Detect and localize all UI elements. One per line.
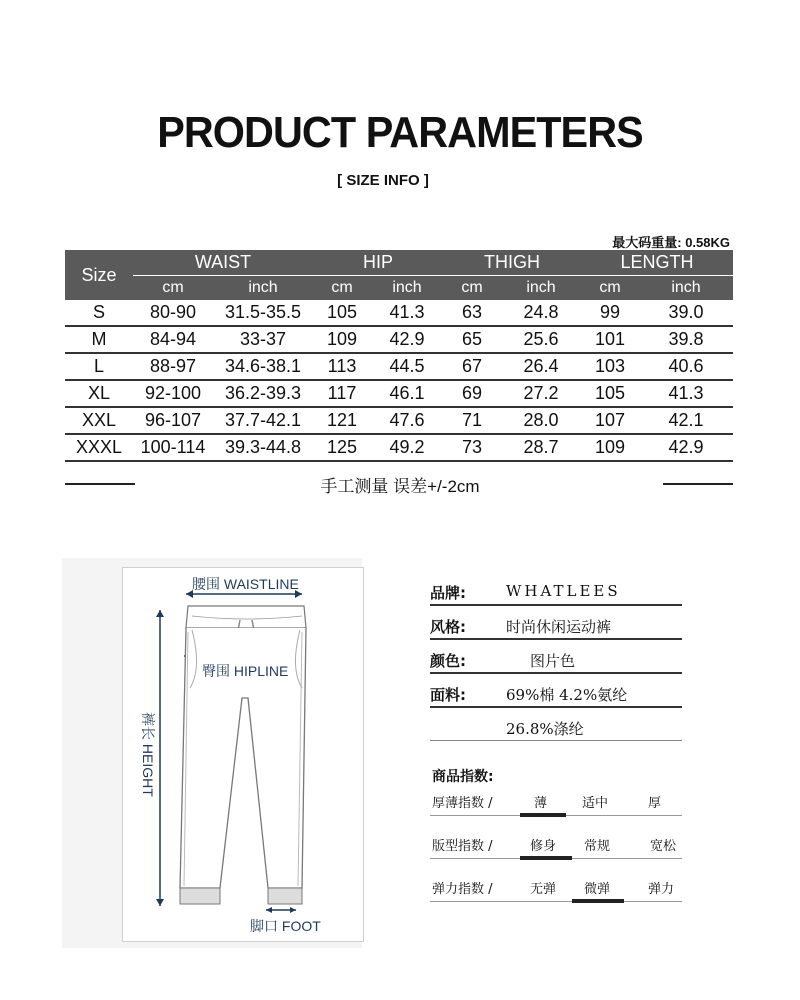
fit-option: 常规	[584, 839, 611, 854]
info-row-color	[430, 646, 682, 674]
fit-option: 宽松	[650, 839, 677, 854]
elasticity-option: 弹力	[648, 882, 675, 897]
unit-header: inch	[501, 276, 581, 301]
size-value-cell: 46.1	[371, 380, 443, 407]
hipline-label: 臀围 HIPLINE	[202, 663, 289, 679]
page-title: PRODUCT PARAMETERS	[157, 108, 643, 157]
note-divider-right	[663, 483, 733, 485]
style-value: 时尚休闲运动裤	[506, 618, 612, 636]
index-row-thickness	[430, 786, 682, 816]
size-value-cell: 33-37	[213, 326, 313, 353]
size-value-cell: 25.6	[501, 326, 581, 353]
size-value-cell: 39.0	[639, 300, 733, 326]
brand-value: WHATLEES	[506, 582, 621, 600]
indices-title: 商品指数:	[432, 769, 494, 785]
unit-header: cm	[313, 276, 371, 301]
info-row-brand	[430, 578, 682, 606]
size-row	[65, 434, 733, 461]
thickness-label: 厚薄指数 /	[432, 796, 493, 811]
size-row	[65, 407, 733, 434]
group-header-length: LENGTH	[581, 250, 733, 276]
max-weight-note: 最大码重量: 0.58KG	[612, 235, 730, 250]
measurement-note: 手工测量 误差+/-2cm	[320, 477, 480, 496]
size-row	[65, 300, 733, 326]
size-name-cell: M	[65, 326, 133, 353]
size-value-cell: 113	[313, 353, 371, 380]
size-value-cell: 31.5-35.5	[213, 300, 313, 326]
size-value-cell: 42.9	[371, 326, 443, 353]
size-column-header: Size	[65, 250, 133, 300]
size-value-cell: 105	[581, 380, 639, 407]
size-value-cell: 100-114	[133, 434, 213, 461]
size-value-cell: 37.7-42.1	[213, 407, 313, 434]
size-value-cell: 26.4	[501, 353, 581, 380]
fabric-key: 面料:	[430, 686, 466, 704]
size-value-cell: 63	[443, 300, 501, 326]
thickness-selected-bar	[520, 813, 566, 817]
size-value-cell: 65	[443, 326, 501, 353]
elasticity-selected-bar	[572, 899, 624, 903]
size-value-cell: 42.9	[639, 434, 733, 461]
height-label: 裤长 HEIGHT	[140, 712, 156, 797]
thickness-option: 薄	[534, 796, 548, 811]
foot-label: 脚口 FOOT	[250, 918, 321, 934]
size-value-cell: 36.2-39.3	[213, 380, 313, 407]
size-value-cell: 41.3	[371, 300, 443, 326]
fabric-value-2: 26.8%涤纶	[506, 720, 584, 738]
size-value-cell: 69	[443, 380, 501, 407]
size-value-cell: 103	[581, 353, 639, 380]
size-value-cell: 47.6	[371, 407, 443, 434]
size-name-cell: L	[65, 353, 133, 380]
size-value-cell: 84-94	[133, 326, 213, 353]
waistline-label: 腰围 WAISTLINE	[192, 576, 299, 592]
style-key: 风格:	[430, 618, 466, 636]
size-value-cell: 73	[443, 434, 501, 461]
size-table-body	[65, 300, 733, 461]
thickness-option: 厚	[648, 796, 662, 811]
size-value-cell: 44.5	[371, 353, 443, 380]
size-value-cell: 101	[581, 326, 639, 353]
size-value-cell: 96-107	[133, 407, 213, 434]
size-value-cell: 80-90	[133, 300, 213, 326]
size-value-cell: 88-97	[133, 353, 213, 380]
size-name-cell: XXL	[65, 407, 133, 434]
size-table	[65, 250, 733, 462]
size-row	[65, 380, 733, 407]
size-name-cell: XXXL	[65, 434, 133, 461]
size-value-cell: 28.7	[501, 434, 581, 461]
fabric-value-1: 69%棉 4.2%氨纶	[506, 686, 628, 704]
size-name-cell: S	[65, 300, 133, 326]
unit-header: cm	[581, 276, 639, 301]
group-header-thigh: THIGH	[443, 250, 581, 276]
elasticity-label: 弹力指数 /	[432, 882, 493, 897]
section-subtitle: [ SIZE INFO ]	[337, 172, 429, 189]
elasticity-option: 无弹	[530, 882, 557, 897]
unit-header: cm	[443, 276, 501, 301]
size-value-cell: 28.0	[501, 407, 581, 434]
elasticity-option: 微弹	[584, 882, 611, 897]
size-name-cell: XL	[65, 380, 133, 407]
index-row-fit	[430, 829, 682, 859]
size-row	[65, 326, 733, 353]
group-header-waist: WAIST	[133, 250, 313, 276]
size-value-cell: 71	[443, 407, 501, 434]
size-value-cell: 49.2	[371, 434, 443, 461]
elasticity-scale-line	[430, 901, 682, 902]
info-row-fabric-2	[430, 714, 682, 741]
info-row-style	[430, 612, 682, 640]
size-value-cell: 105	[313, 300, 371, 326]
index-row-elasticity	[430, 872, 682, 902]
brand-key: 品牌:	[430, 584, 466, 602]
size-value-cell: 121	[313, 407, 371, 434]
fit-option: 修身	[530, 839, 557, 854]
fit-label: 版型指数 /	[432, 839, 493, 854]
group-header-hip: HIP	[313, 250, 443, 276]
size-value-cell: 42.1	[639, 407, 733, 434]
unit-header: inch	[213, 276, 313, 301]
size-value-cell: 125	[313, 434, 371, 461]
size-value-cell: 107	[581, 407, 639, 434]
size-value-cell: 109	[581, 434, 639, 461]
color-key: 颜色:	[430, 652, 466, 670]
size-value-cell: 34.6-38.1	[213, 353, 313, 380]
info-row-fabric	[430, 680, 682, 708]
size-value-cell: 40.6	[639, 353, 733, 380]
pants-diagram-illustration	[62, 558, 362, 948]
size-value-cell: 24.8	[501, 300, 581, 326]
size-value-cell: 92-100	[133, 380, 213, 407]
unit-header: cm	[133, 276, 213, 301]
size-value-cell: 117	[313, 380, 371, 407]
color-value: 图片色	[530, 652, 576, 670]
size-value-cell: 41.3	[639, 380, 733, 407]
unit-header: inch	[371, 276, 443, 301]
size-value-cell: 39.3-44.8	[213, 434, 313, 461]
size-value-cell: 39.8	[639, 326, 733, 353]
fit-selected-bar	[520, 856, 572, 860]
size-value-cell: 109	[313, 326, 371, 353]
unit-header: inch	[639, 276, 733, 301]
size-value-cell: 99	[581, 300, 639, 326]
size-value-cell: 27.2	[501, 380, 581, 407]
thickness-option: 适中	[582, 796, 609, 811]
size-row	[65, 353, 733, 380]
size-value-cell: 67	[443, 353, 501, 380]
